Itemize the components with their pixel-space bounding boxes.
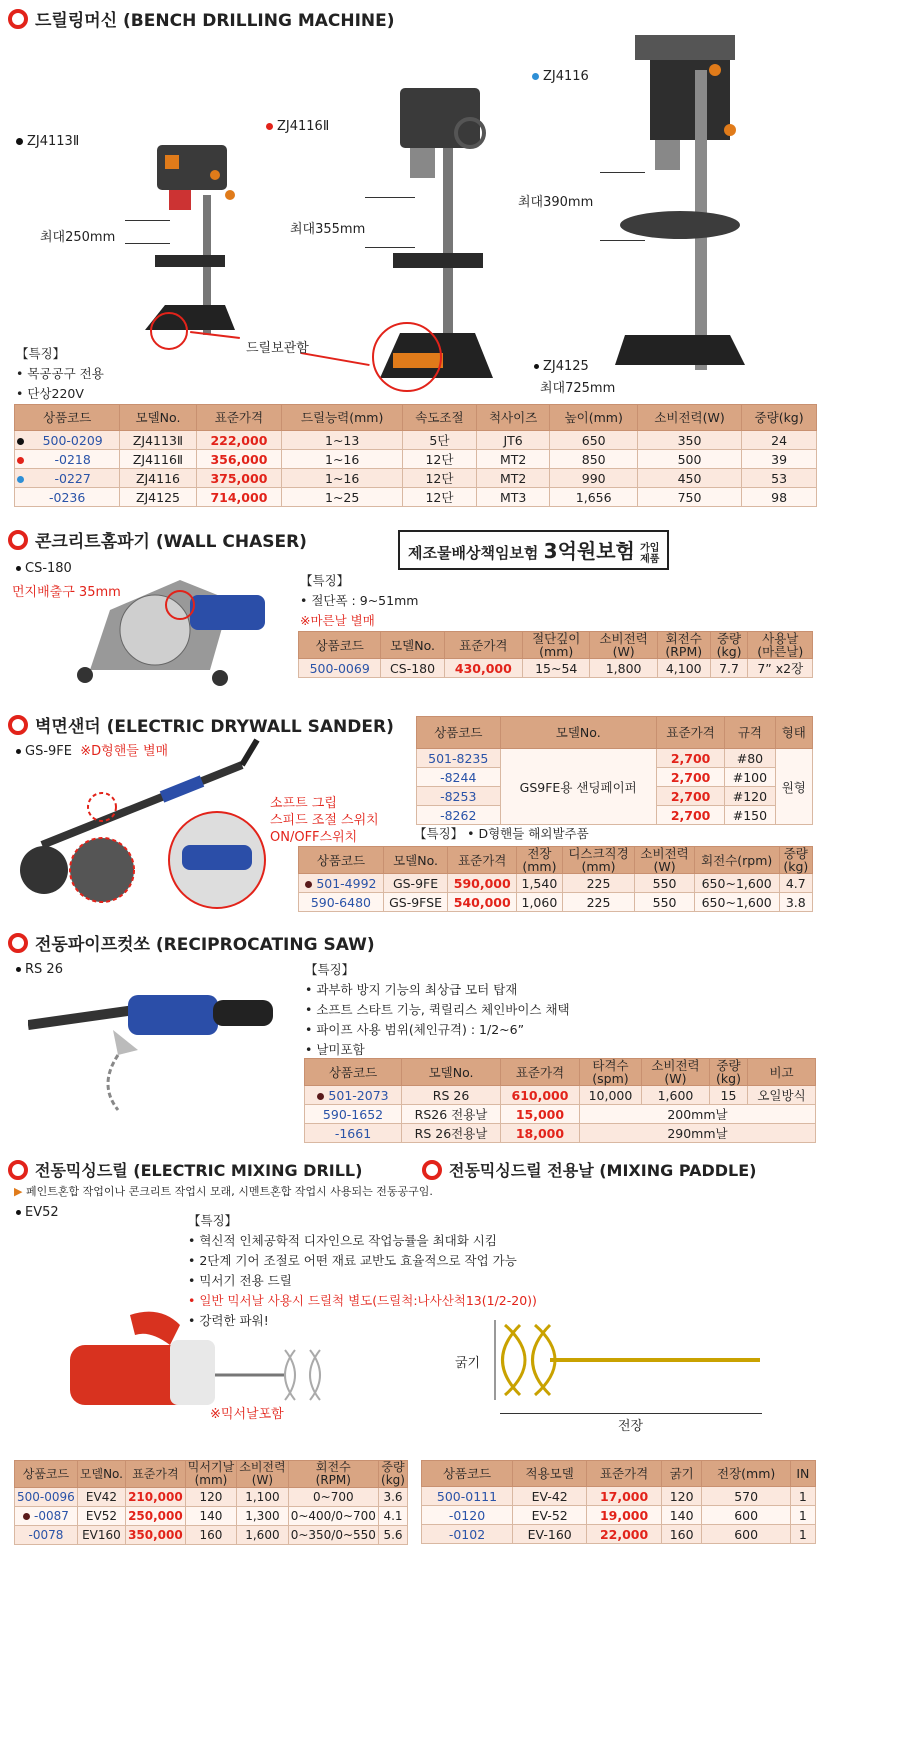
table-row: -0236 ZJ4125 714,000 1~25 12단 MT3 1,656 750 98 bbox=[15, 488, 817, 507]
table-row: 500-0209 ZJ4113Ⅱ 222,000 1~13 5단 JT6 650 350 24 bbox=[15, 431, 817, 450]
model-label-zj4116-2: ZJ4116Ⅱ bbox=[266, 119, 329, 134]
section-marker-icon bbox=[8, 715, 28, 735]
callout-soft-grip: 소프트 그립 bbox=[270, 796, 337, 811]
spec-table-drywall-sander: 상품코드 모델No. 표준가격 전장 (mm) 디스크직경 (mm) 소비전력 (W) 회전수(rpm) 중량 (kg) 501-4992 GS-9FE 590,000 1,540 225 550 650~1,600 4.7 590-6480 GS-9FSE 540,000 1,060 225 550 650~1,600 3.8 bbox=[298, 846, 813, 912]
table-row: -0227 ZJ4116 375,000 1~16 12단 MT2 990 450 53 bbox=[15, 469, 817, 488]
drill-press-zj4116-image bbox=[610, 30, 770, 370]
table-row: -8253 2,700 #120 bbox=[417, 787, 813, 806]
section-marker-icon bbox=[8, 933, 28, 953]
paddle-thickness-label: 굵기 bbox=[455, 1356, 481, 1371]
section-marker-icon bbox=[422, 1160, 442, 1180]
model-label-ev52: EV52 bbox=[16, 1205, 59, 1220]
callout-speed-switch: 스피드 조절 스위치 bbox=[270, 813, 379, 828]
section-title-mixing-paddle: 전동믹싱드릴 전용날 (MIXING PADDLE) bbox=[422, 1158, 756, 1181]
mixer-blade-included-label: ※믹서날포함 bbox=[210, 1407, 284, 1422]
table-row: 501-8235 GS9FE용 샌딩페이퍼 2,700 #80 원형 bbox=[417, 749, 813, 768]
section-title-drilling: 드릴링머신 (BENCH DRILLING MACHINE) bbox=[8, 6, 395, 31]
storage-box-label: 드릴보관함 bbox=[246, 341, 309, 356]
table-row: 500-0069 CS-180 430,000 15~54 1,800 4,100 7.7 7” x2장 bbox=[299, 659, 813, 678]
model-label-rs26: RS 26 bbox=[16, 962, 63, 977]
table-row: -0087 EV52 250,000 140 1,300 0~400/0~700 4.1 bbox=[15, 1507, 408, 1526]
mixing-drill-description: ▶ 페인트혼합 작업이나 콘크리트 작업시 모래, 시멘트혼합 작업시 사용되는 전동공구임. bbox=[14, 1185, 433, 1198]
mixing-paddle-image bbox=[485, 1315, 765, 1410]
mixing-drill-image bbox=[70, 1305, 370, 1415]
table-row: 501-4992 GS-9FE 590,000 1,540 225 550 650~1,600 4.7 bbox=[299, 874, 813, 893]
table-row: -0102 EV-160 22,000 160 600 1 bbox=[422, 1525, 816, 1544]
insurance-badge: 제조물배상책임보험 3억원보험 가입 제품 bbox=[398, 530, 669, 570]
model-label-gs9fe: GS-9FE ※D형핸들 별매 bbox=[16, 740, 168, 759]
table-row: 500-0111 EV-42 17,000 120 570 1 bbox=[422, 1487, 816, 1506]
callout-onoff-switch: ON/OFF스위치 bbox=[270, 830, 358, 845]
spec-table-drilling: 상품코드 모델No. 표준가격 드릴능력(mm) 속도조절 척사이즈 높이(mm) 소비전력(W) 중량(kg) 500-0209 ZJ4113Ⅱ 222,000 1~13 5단 JT6 650 350 24 -0218 ZJ4116Ⅱ 356,000 1~16 12단 MT2 850 500 39 -0227 ZJ4116 375,000 1~16 12단 MT2 990 450 53 -0236 ZJ4125 714,000 1~25 12단 MT3 1,656 750 98 bbox=[14, 404, 817, 507]
table-row: -1661 RS 26전용날 18,000 290mm날 bbox=[305, 1124, 816, 1143]
table-row: -0218 ZJ4116Ⅱ 356,000 1~16 12단 MT2 850 500 39 bbox=[15, 450, 817, 469]
table-row: -8244 2,700 #100 bbox=[417, 768, 813, 787]
features-reciprocating-saw: 【특징】 • 과부하 방지 기능의 최상급 모터 탑재 • 소프트 스타트 기능, 퀵릴리스 체인바이스 채택 • 파이프 사용 범위(체인규격) : 1/2~6” • 날미포함 bbox=[305, 962, 570, 1057]
table-row: -8262 2,700 #150 bbox=[417, 806, 813, 825]
table-row: 500-0096 EV42 210,000 120 1,100 0~700 3.6 bbox=[15, 1488, 408, 1507]
section-title-reciprocating-saw: 전동파이프컷쏘 (RECIPROCATING SAW) bbox=[8, 930, 375, 955]
features-drilling: 【특징】 • 목공공구 전용 • 단상220V bbox=[16, 346, 104, 401]
section-title-mixing-drill: 전동믹싱드릴 (ELECTRIC MIXING DRILL) bbox=[8, 1158, 362, 1181]
max-depth-zj4116-2: 최대355mm bbox=[290, 222, 366, 237]
model-label-zj4116: ZJ4116 bbox=[532, 69, 589, 84]
table-row: 590-1652 RS26 전용날 15,000 200mm날 bbox=[305, 1105, 816, 1124]
table-row: 501-2073 RS 26 610,000 10,000 1,600 15 오일방식 bbox=[305, 1086, 816, 1105]
features-wall-chaser: 【특징】 • 절단폭 : 9~51mm ※마른날 별매 bbox=[300, 573, 419, 628]
max-depth-zj4125: 최대725mm bbox=[540, 381, 616, 396]
max-depth-zj4116: 최대390mm bbox=[518, 195, 594, 210]
spec-table-wall-chaser: 상품코드 모델No. 표준가격 절단깊이 (mm) 소비전력 (W) 회전수 (RPM) 중량 (kg) 사용날 (마른날) 500-0069 CS-180 430,000 15~54 1,800 4,100 7.7 7” x2장 bbox=[298, 631, 813, 678]
section-marker-icon bbox=[8, 9, 28, 29]
section-marker-icon bbox=[8, 530, 28, 550]
model-label-zj4113: ZJ4113Ⅱ bbox=[16, 134, 79, 149]
wall-chaser-image bbox=[70, 560, 270, 690]
model-label-zj4125: ZJ4125 bbox=[534, 359, 589, 374]
section-title-wall-chaser: 콘크리트홈파기 (WALL CHASER) bbox=[8, 527, 307, 552]
table-row: -0120 EV-52 19,000 140 600 1 bbox=[422, 1506, 816, 1525]
dust-outlet-label: 먼지배출구 35mm bbox=[12, 585, 121, 600]
table-row: -0078 EV160 350,000 160 1,600 0~350/0~550 5.6 bbox=[15, 1526, 408, 1545]
spec-table-mixing-paddle: 상품코드 적용모델 표준가격 굵기 전장(mm) IN 500-0111 EV-42 17,000 120 570 1 -0120 EV-52 19,000 140 600 1 -0102 EV-160 22,000 160 600 1 bbox=[421, 1460, 816, 1544]
reciprocating-saw-image bbox=[28, 975, 288, 1115]
features-mixing-drill: 【특징】 • 혁신적 인체공학적 디자인으로 작업능률을 최대화 시킴 • 2단계 기어 조절로 어떤 재료 교반도 효율적으로 작업 가능 • 믹서기 전용 드릴 • 일반 믹서날 사용시 드릴척 별도(드릴척:나사산척13(1/2-20)) • 강력한 파워! bbox=[188, 1213, 537, 1328]
spec-table-sanding-paper: 상품코드 모델No. 표준가격 규격 형태 501-8235 GS9FE용 샌딩페이퍼 2,700 #80 원형 -8244 2,700 #100 -8253 2,700 #120 -8262 2,700 #150 bbox=[416, 716, 813, 825]
section-marker-icon bbox=[8, 1160, 28, 1180]
model-label-cs180: CS-180 bbox=[16, 561, 72, 576]
spec-table-mixing-drill: 상품코드 모델No. 표준가격 믹서기날 (mm) 소비전력 (W) 회전수 (RPM) 중량 (kg) 500-0096 EV42 210,000 120 1,100 0~700 3.6 -0087 EV52 250,000 140 1,300 0~400/0~700 4.1 -0078 EV160 350,000 160 1,600 0~350/0~550 5.6 bbox=[14, 1460, 408, 1545]
paddle-length-label: 전장 bbox=[618, 1419, 644, 1434]
section-title-drywall-sander: 벽면샌더 (ELECTRIC DRYWALL SANDER) bbox=[8, 712, 394, 737]
table-row: 590-6480 GS-9FSE 540,000 1,060 225 550 650~1,600 3.8 bbox=[299, 893, 813, 912]
spec-table-reciprocating-saw: 상품코드 모델No. 표준가격 타격수 (spm) 소비전력 (W) 중량 (kg) 비고 501-2073 RS 26 610,000 10,000 1,600 15 오일방식 590-1652 RS26 전용날 15,000 200mm날 -1661 RS 26전용날 18,000 290mm날 bbox=[304, 1058, 816, 1143]
drill-press-zj4113-image bbox=[135, 135, 245, 340]
max-depth-zj4113: 최대250mm bbox=[40, 230, 116, 245]
features-drywall-sander: 【특징】 • D형핸들 해외발주품 bbox=[414, 826, 589, 841]
